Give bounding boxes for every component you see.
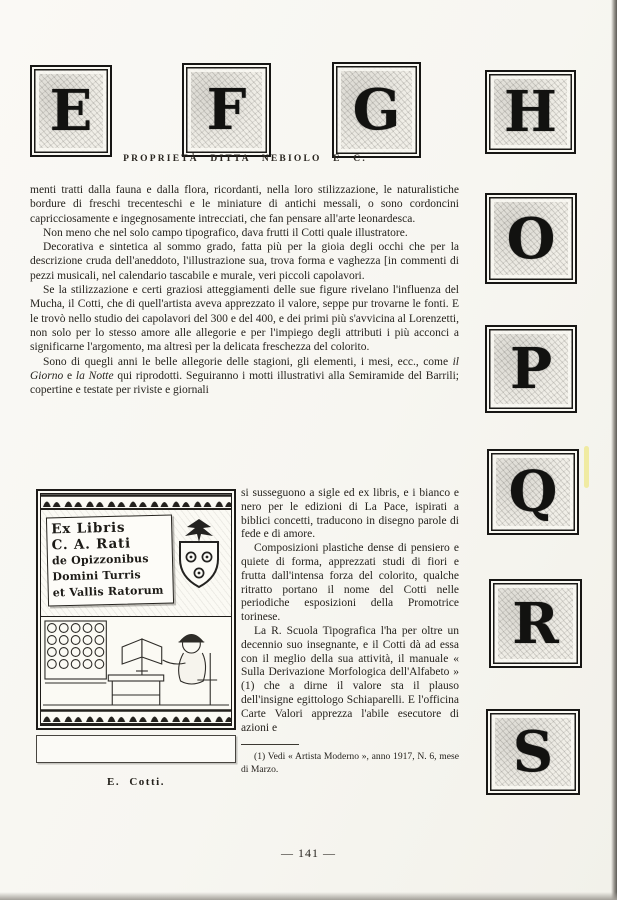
scholar-at-desk-illustration bbox=[41, 617, 231, 709]
exlibris-line: de Opizzonibus bbox=[51, 552, 149, 568]
initial-letter: Q bbox=[508, 459, 558, 525]
woodcut-initial-p-icon bbox=[485, 325, 577, 413]
exlibris-line: Domini Turris bbox=[52, 568, 141, 584]
initial-letter: H bbox=[504, 79, 557, 145]
narrow-text-column bbox=[241, 487, 459, 776]
woodcut-initial-e-icon bbox=[30, 65, 112, 157]
initial-letter: G bbox=[352, 77, 401, 143]
woodcut-initial-r-icon bbox=[489, 579, 582, 668]
footnote-divider bbox=[241, 744, 299, 745]
woodcut-initial-o-icon bbox=[485, 193, 577, 284]
woodcut-initial-h-icon bbox=[485, 70, 576, 154]
initial-letter: S bbox=[512, 719, 554, 785]
exlibris-line: et Vallis Ratorum bbox=[52, 583, 164, 600]
leaf-ornament-band-icon bbox=[41, 709, 231, 725]
plate-caption: PROPRIETÀ DITTA NEBIOLO E C. bbox=[123, 154, 367, 164]
woodcut-initial-g-icon bbox=[332, 62, 421, 158]
main-text-column bbox=[30, 183, 459, 397]
initial-letter: R bbox=[512, 590, 559, 657]
initial-letter: P bbox=[509, 336, 553, 402]
paragraph: Non meno che nel solo campo tipografico, dava frutti il Cotti quale illustratore. bbox=[43, 226, 408, 239]
blank-plaque bbox=[36, 735, 236, 763]
paper-stain-mark bbox=[584, 446, 589, 488]
exlibris-figure bbox=[36, 489, 236, 788]
scan-edge-bottom bbox=[0, 892, 617, 900]
footnote: (1) Vedi « Artista Moderno », anno 1917, N. 6, mese di Marzo. bbox=[241, 751, 459, 775]
text-run: e bbox=[63, 369, 76, 382]
paragraph: La R. Scuola Tipografica l'ha per oltre un decennio suo insegnante, e il Cotti dà ad essa con il meglio della sua attività, il manuale « Sulla Derivazione Morfologica dell'Alfabeto » (1) che a dirne il valore sta il plauso dell'insigne egittologo Schiaparelli. E l'officina Carte Valori apprezza l'abile esecutore di azioni e bbox=[241, 624, 459, 734]
italic-title: il Giorno bbox=[30, 355, 459, 382]
exlibris-line: Ex Libris bbox=[51, 519, 126, 538]
text-run: Sono di quegli anni le belle allegorie delle stagioni, gli elementi, i mesi, ecc., come bbox=[43, 355, 453, 368]
woodcut-initial-f-icon bbox=[182, 63, 271, 157]
paragraph: Composizioni plastiche dense di pensiero e quiete di forma, apprezzati studi di fiori e frutta dall'intensa forza del colorito, qualche ritratto portano il nome del Cotti nelle periodiche esposizioni della Promotrice torinese. bbox=[241, 542, 459, 624]
initial-letter: O bbox=[506, 205, 556, 272]
paragraph: Decorativa e sintetica al sommo grado, fatta più per la gioia degli occhi che per la descrizione cruda dell'aneddoto, l'illustrazione sua, trova forma e vaghezza [in commenti di pezzi musicali, nel calendario tascabile e murale, veri piccoli capolavori. bbox=[30, 241, 459, 282]
initial-letter: F bbox=[206, 77, 247, 143]
paragraph bbox=[30, 355, 459, 398]
leaf-ornament-band-icon bbox=[41, 494, 231, 510]
paragraph: si susseguono a sigle ed ex libris, e i bianco e nero per le edizioni di La Pace, ispirati a biblici concetti, traducono in disegno parole di fede e di amore. bbox=[241, 487, 459, 541]
italic-title: la Notte bbox=[75, 369, 114, 382]
exlibris-upper-panel bbox=[41, 510, 231, 617]
heraldic-shield-icon bbox=[172, 516, 226, 610]
text-run: qui riprodotti. Seguiranno i motti illustrativi alla Semiramide del Barrili; copertine e testate per riviste e giornali bbox=[30, 369, 459, 397]
exlibris-line: C. A. Rati bbox=[51, 535, 132, 554]
woodcut-initial-q-icon bbox=[487, 449, 579, 535]
figure-caption: E. Cotti. bbox=[107, 776, 165, 788]
paragraph: menti tratti dalla fauna e dalla flora, ricordanti, nella loro stilizzazione, le naturalistiche bordure di freschi trecenteschi e le miniature di antichi messali, o sono cordoncini capricciosamente e ingegnosamente intrecciati, che fan pensare all'arte leonardesca. bbox=[30, 184, 459, 225]
initial-letter: E bbox=[49, 78, 93, 144]
exlibris-scroll bbox=[46, 514, 174, 606]
paragraph: Se la stilizzazione e certi graziosi atteggiamenti delle sue figure rivelano l'influenza del Mucha, il Cotti, che di quell'artista aveva apprezzato il valore, seppe pur trovarne le fonti. E le trovò nello studio dei capolavori del 300 e del 400, e dei primi più s'avvicina al Lorenzetti, non solo per lo stesso amore alle allegorie e per l'impiego degli attributi i più acconci a significarne l'argomento, ma altresì per la delicata freschezza del colorito. bbox=[30, 284, 459, 354]
exlibris-frame bbox=[36, 489, 236, 730]
woodcut-initial-s-icon bbox=[486, 709, 580, 795]
scan-edge-right bbox=[611, 0, 617, 900]
page-number: — 141 — bbox=[281, 846, 336, 860]
